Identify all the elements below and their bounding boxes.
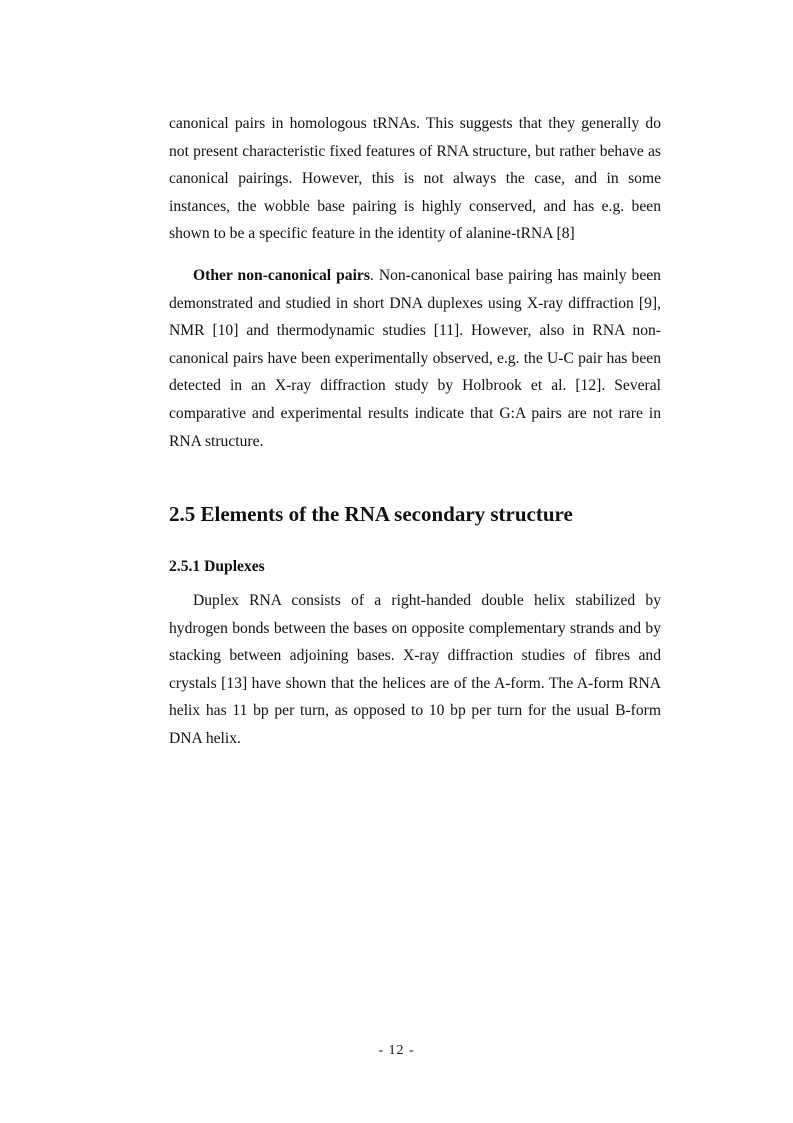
page-number: - 12 - bbox=[378, 1043, 415, 1058]
body-paragraph-non-canonical-pairs bbox=[169, 262, 661, 455]
subsection-heading: 2.5.1 Duplexes bbox=[169, 558, 265, 575]
paragraph-body-text: . Non-canonical base pairing has mainly been demonstrated and studied in short DNA duplexes using X-ray diffraction [9], NMR [10] and thermodynamic studies [11]. However, also in RNA non-canonical pairs have been experimentally observed, e.g. the U-C pair has been detected in an X-ray diffraction study by Holbrook et al. [12]. Several comparative and experimental results indicate that G:A pairs are not rare in RNA structure. bbox=[169, 267, 661, 450]
body-paragraph-wobble-pairs: canonical pairs in homologous tRNAs. This suggests that they generally do not present characteristic fixed features of RNA structure, but rather behave as canonical pairings. However, this is not always the case, and in some instances, the wobble base pairing is highly conserved, and has e.g. been shown to be a specific feature in the identity of alanine-tRNA [8] bbox=[169, 115, 661, 243]
paragraph-lead-term: Other non-canonical pairs bbox=[193, 267, 370, 284]
section-heading: 2.5 Elements of the RNA secondary structure bbox=[169, 502, 573, 526]
body-paragraph-duplexes: Duplex RNA consists of a right-handed double helix stabilized by hydrogen bonds between the bases on opposite complementary strands and by stacking between adjoining bases. X-ray diffraction studies of fibres and crystals [13] have shown that the helices are of the A-form. The A-form RNA helix has 11 bp per turn, as opposed to 10 bp per turn for the usual B-form DNA helix. bbox=[169, 592, 661, 747]
